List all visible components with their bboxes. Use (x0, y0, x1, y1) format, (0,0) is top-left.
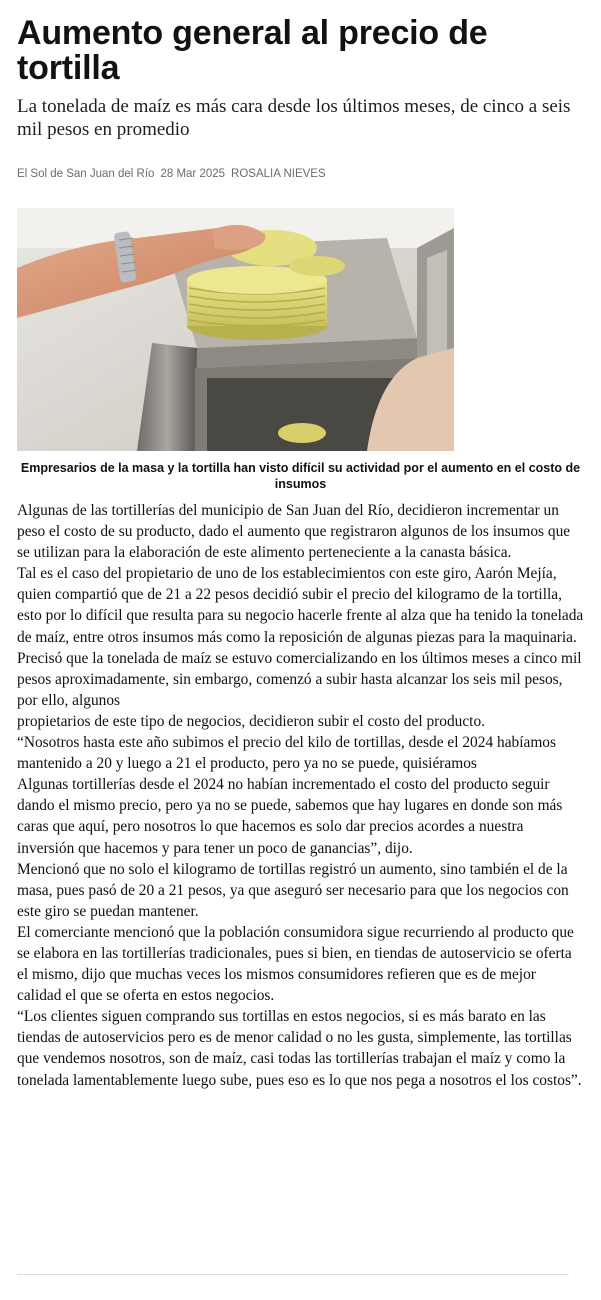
paragraph: Tal es el caso del propietario de uno de los establecimientos con este giro, Aarón Mejía, quien compartió que de 21 a 22 pesos decidió subir el precio del kilogramo de la tortilla, esto por lo difícil que resulta para su negocio hacerle frente al alza que ha tenido la tonelada de maíz, entre otros insumos más como la reposición de algunas piezas para la maquinaria. (17, 565, 584, 646)
divider (17, 1274, 569, 1275)
article-subtitle: La tonelada de maíz es más cara desde los últimos meses, de cinco a seis mil pesos en promedio (17, 96, 571, 140)
paragraph: propietarios de este tipo de negocios, decidieron subir el costo del producto. (17, 712, 486, 730)
paragraph: “Los clientes siguen comprando sus tortillas en estos negocios, si es más barato en las tiendas de autoservicios pero es de menor calidad o no les gusta, simplemente, las tortillas que vendemos nosotros, son de maíz, casi todas las tortillerías trabajan el maíz y como la tonelada lamentablemente luego sube, pues eso es lo que nos pega a nosotros el los costos”. (17, 1008, 582, 1089)
source-name[interactable]: El Sol de San Juan del Río (17, 168, 155, 180)
article-title: Aumento general al precio de tortilla (17, 14, 488, 87)
paragraph: Precisó que la tonelada de maíz se estuvo comercializando en los últimos meses a cinco mil pesos aproximadamente, sin embargo, comenzó a subir hasta alcanzar los seis mil pesos, por ello, algunos (17, 649, 582, 709)
author-name[interactable]: ROSALIA NIEVES (231, 168, 326, 180)
article-body (17, 500, 584, 1091)
paragraph: Algunas de las tortillerías del municipio de San Juan del Río, decidieron incrementar un peso el costo de su producto, dado el aumento que registraron algunos de los insumos que se utilizan para la elaboración de este alimento perteneciente a la canasta básica. (17, 502, 571, 562)
article-figure (17, 208, 584, 492)
byline (17, 168, 584, 180)
paragraph: Mencionó que no solo el kilogramo de tortillas registró un aumento, sino también el de la masa, pues pasó de 20 a 21 pesos, ya que aseguró ser necesario para que los negocios con este giro se puedan mantener. (17, 860, 569, 920)
image-caption: Empresarios de la masa y la tortilla han visto difícil su actividad por el aumento en el costo de insumos (20, 461, 581, 491)
publish-date: 28 Mar 2025 (160, 168, 226, 180)
paragraph: El comerciante mencionó que la población consumidora sigue recurriendo al producto que se elabora en las tortillerías tradicionales, pues si bien, en tiendas de autoservicio se oferta el mismo, dijo que muchas veces los mismos consumidores refieren que es de mejor calidad el que se oferta en estos negocios. (17, 923, 574, 1005)
paragraph: Algunas tortillerías desde el 2024 no habían incrementado el costo del producto seguir dando el mismo precio, pero ya no se puede, sabemos que hay lugares en donde son más caras que aquí, pero nosotros lo que hacemos es solo dar precios acordes a nuestra inversión que hacemos y para tener un poco de ganancias”, dijo. (17, 776, 563, 857)
article (0, 16, 601, 1091)
tortilla-photo (17, 208, 454, 451)
paragraph: “Nosotros hasta este año subimos el precio del kilo de tortillas, desde el 2024 habíamos mantenido a 20 y luego a 21 el producto, pero ya no se puede, quisiéramos (17, 734, 556, 773)
